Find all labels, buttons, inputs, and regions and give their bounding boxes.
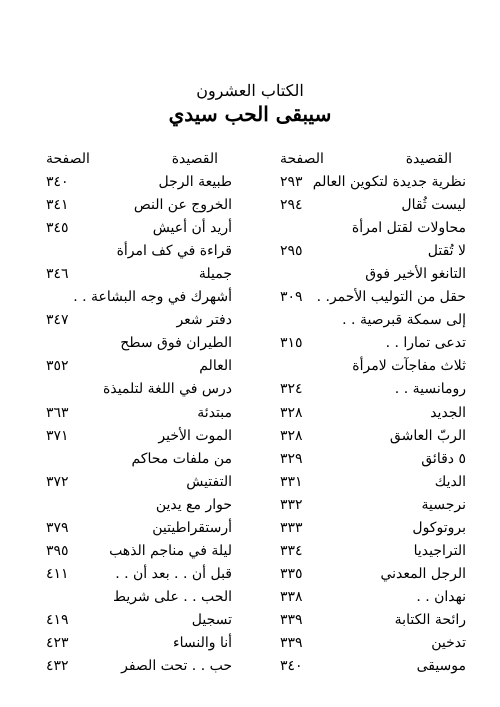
poem-title: بروتوكول xyxy=(412,519,466,536)
poem-title: الربّ العاشق xyxy=(389,427,466,444)
poem-title: لا تُقتل xyxy=(427,243,466,260)
index-row xyxy=(34,378,232,401)
page-number: ٣٢٨ xyxy=(280,404,303,421)
poem-title: مبتدئة xyxy=(197,404,232,421)
column-header xyxy=(34,148,232,171)
index-row xyxy=(34,563,232,586)
page-number: ٣٣٣ xyxy=(280,519,303,536)
index-row xyxy=(268,517,466,540)
page-column-header: الصفحة xyxy=(46,151,90,167)
poem-column-header: القصيدة xyxy=(171,151,218,167)
index-row xyxy=(34,471,232,494)
index-row xyxy=(268,309,466,332)
index-row xyxy=(268,471,466,494)
poem-title: أريد أن أعيش xyxy=(152,220,232,237)
page-number: ٣٣٢ xyxy=(280,496,303,513)
page-number: ٤٢٣ xyxy=(46,634,69,651)
page-number: ٤١٩ xyxy=(46,611,69,628)
page-number: ٣٢٩ xyxy=(280,450,303,467)
page-number: ٣٧١ xyxy=(46,427,69,444)
index-row xyxy=(34,309,232,332)
index-row xyxy=(268,540,466,563)
index-row xyxy=(34,355,232,378)
index-row xyxy=(34,586,232,609)
poem-title: الطيران فوق سطح xyxy=(120,335,232,352)
index-row xyxy=(34,425,232,448)
poem-title: قراءة في كف امرأة xyxy=(116,243,232,260)
poem-title: قبل أن . . بعد أن . . xyxy=(115,565,232,582)
column-header xyxy=(268,148,466,171)
poem-title: أرستقراطيتين xyxy=(152,519,232,536)
poem-title: تسجيل xyxy=(191,611,232,628)
index-row xyxy=(34,609,232,632)
poem-title: تدخين xyxy=(431,634,466,651)
page-number: ٣٢٤ xyxy=(280,381,303,398)
poem-title: إلى سمكة قبرصية . . xyxy=(342,312,466,329)
page-number: ٣٤٠ xyxy=(46,174,69,191)
index-row xyxy=(34,240,232,263)
poem-column-header: القصيدة xyxy=(405,151,452,167)
index-row xyxy=(268,286,466,309)
index-row xyxy=(34,494,232,517)
poem-title: تدعى تمارا . . xyxy=(385,335,466,352)
index-row xyxy=(268,586,466,609)
index-column-left xyxy=(34,148,232,678)
poem-title: موسيقى xyxy=(416,658,466,675)
index-row xyxy=(268,425,466,448)
poem-title: طبيعة الرجل xyxy=(158,174,232,191)
index-row xyxy=(268,402,466,425)
index-row xyxy=(268,632,466,655)
index-row xyxy=(34,655,232,678)
page-number: ٣٧٢ xyxy=(46,473,69,490)
poem-title: حب . . تحت الصفر xyxy=(121,658,232,675)
page-number: ٣٣٤ xyxy=(280,542,303,559)
page-number: ٣٣٩ xyxy=(280,611,303,628)
poem-title: ٥ دقائق xyxy=(421,450,466,467)
index-column-right xyxy=(268,148,466,678)
page-number: ٣٤٧ xyxy=(46,312,69,329)
index-row xyxy=(268,263,466,286)
page-number: ٣٣٨ xyxy=(280,588,303,605)
index-row xyxy=(268,240,466,263)
index-row xyxy=(34,171,232,194)
page-number: ٢٩٣ xyxy=(280,174,303,191)
index-row xyxy=(268,171,466,194)
page-number: ٣٠٩ xyxy=(280,289,303,306)
page-number: ٣٤١ xyxy=(46,197,69,214)
index-row xyxy=(268,448,466,471)
page-number: ٣٧٩ xyxy=(46,519,69,536)
poem-title: الجديد xyxy=(430,404,466,421)
page-number: ٢٩٥ xyxy=(280,243,303,260)
index-row xyxy=(268,609,466,632)
index-row xyxy=(34,286,232,309)
poem-title: أشهرك في وجه البشاعة . . xyxy=(73,289,232,306)
page-number: ٣٦٣ xyxy=(46,404,69,421)
page-number: ٣٤٥ xyxy=(46,220,69,237)
poem-title: الديك xyxy=(434,473,466,490)
index-row xyxy=(34,632,232,655)
poem-title: الموت الأخير xyxy=(158,427,232,444)
poem-title: نهدان . . xyxy=(416,588,466,605)
index-row xyxy=(34,540,232,563)
index-row xyxy=(268,494,466,517)
index-row xyxy=(34,263,232,286)
poem-title: نظرية جديدة لتكوين العالم xyxy=(312,174,466,191)
page-number: ٣٤٠ xyxy=(280,658,303,675)
poem-title: حقل من التوليب الأحمر. . xyxy=(316,289,466,306)
index-row xyxy=(34,217,232,240)
poem-title: التفتيش xyxy=(186,473,232,490)
book-title: سيبقى الحب سيدي xyxy=(168,102,332,126)
index-row xyxy=(34,517,232,540)
index-row xyxy=(268,378,466,401)
index-row xyxy=(268,355,466,378)
poem-title: ليست ثُقال xyxy=(401,197,466,214)
page-number: ٣١٥ xyxy=(280,335,303,352)
poem-title: دفتر شعر xyxy=(176,312,232,329)
poem-title: التراجيديا xyxy=(413,542,466,559)
poem-title: نرجسية xyxy=(421,496,466,513)
poem-title: رائحة الكتابة xyxy=(394,611,466,628)
poem-title: العالم xyxy=(199,358,232,375)
index-row xyxy=(34,448,232,471)
poem-title: جميلة xyxy=(198,266,232,283)
poem-title: رومانسية . . xyxy=(394,381,466,398)
poem-title: محاولات لقتل امرأة xyxy=(351,220,466,237)
poem-title: درس في اللغة لتلميذة xyxy=(103,381,232,398)
page-number: ٣٣٥ xyxy=(280,565,303,582)
page-number: ٣٥٢ xyxy=(46,358,69,375)
page-number: ٣٣٩ xyxy=(280,634,303,651)
page-column-header: الصفحة xyxy=(280,151,324,167)
index-row xyxy=(268,563,466,586)
poem-title: الحب . . على شريط xyxy=(113,588,232,605)
index-row xyxy=(34,194,232,217)
poem-title: أنا والنساء xyxy=(173,634,232,651)
index-row xyxy=(34,332,232,355)
book-label: الكتاب العشرون xyxy=(196,81,304,100)
poem-title: حوار مع يدين xyxy=(155,496,232,513)
poem-title: التانغو الأخير فوق xyxy=(365,266,466,283)
poem-title: الخروج عن النص xyxy=(133,197,232,214)
page-number: ٢٩٤ xyxy=(280,197,303,214)
index-row xyxy=(268,194,466,217)
index-row xyxy=(268,332,466,355)
index-row xyxy=(268,655,466,678)
poem-title: الرجل المعدني xyxy=(380,565,466,582)
index-row xyxy=(34,402,232,425)
page-number: ٤١١ xyxy=(46,565,69,582)
page-number: ٣٢٨ xyxy=(280,427,303,444)
page-number: ٤٣٢ xyxy=(46,658,69,675)
page-number: ٣٣١ xyxy=(280,473,303,490)
page-number: ٣٩٥ xyxy=(46,542,69,559)
poem-title: من ملفات محاكم xyxy=(131,450,232,467)
poem-title: ثلاث مفاجآت لامرأة xyxy=(352,358,466,375)
page-number: ٣٤٦ xyxy=(46,266,69,283)
poem-title: ليلة في مناجم الذهب xyxy=(109,542,232,559)
index-row xyxy=(268,217,466,240)
